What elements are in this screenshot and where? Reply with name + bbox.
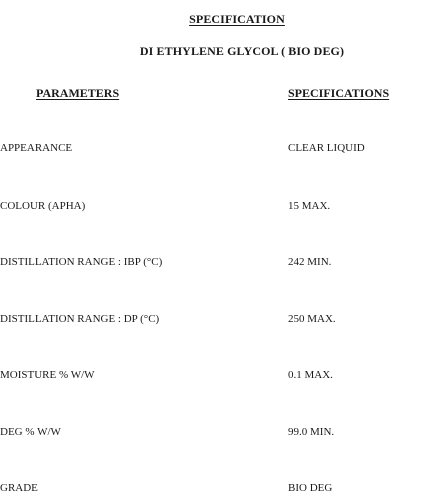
product-name: DI ETHYLENE GLYCOL ( BIO DEG) bbox=[139, 44, 345, 58]
specification-value: CLEAR LIQUID bbox=[288, 142, 365, 154]
specification-value: 250 MAX. bbox=[288, 313, 336, 325]
spec-row-appearance bbox=[0, 142, 422, 158]
parameter-label: COLOUR (APHA) bbox=[0, 200, 86, 212]
specification-value: 242 MIN. bbox=[288, 256, 332, 268]
specification-value: BIO DEG bbox=[288, 482, 333, 494]
spec-row-moisture bbox=[0, 369, 422, 385]
parameter-label: MOISTURE % W/W bbox=[0, 369, 95, 381]
parameter-label: GRADE bbox=[0, 482, 38, 494]
spec-row-distillation-ibp bbox=[0, 256, 422, 272]
specifications-header: SPECIFICATIONS bbox=[288, 86, 390, 100]
spec-row-distillation-dp bbox=[0, 313, 422, 329]
spec-row-colour bbox=[0, 200, 422, 216]
spec-row-grade bbox=[0, 482, 422, 498]
parameters-header: PARAMETERS bbox=[36, 86, 120, 100]
spec-row-deg bbox=[0, 426, 422, 442]
document-title: SPECIFICATION bbox=[189, 12, 285, 26]
parameter-label: DISTILLATION RANGE : IBP (°C) bbox=[0, 256, 163, 268]
parameter-label: APPEARANCE bbox=[0, 142, 73, 154]
parameter-label: DEG % W/W bbox=[0, 426, 61, 438]
specification-value: 15 MAX. bbox=[288, 200, 331, 212]
specification-value: 99.0 MIN. bbox=[288, 426, 335, 438]
specification-value: 0.1 MAX. bbox=[288, 369, 333, 381]
parameter-label: DISTILLATION RANGE : DP (°C) bbox=[0, 313, 160, 325]
